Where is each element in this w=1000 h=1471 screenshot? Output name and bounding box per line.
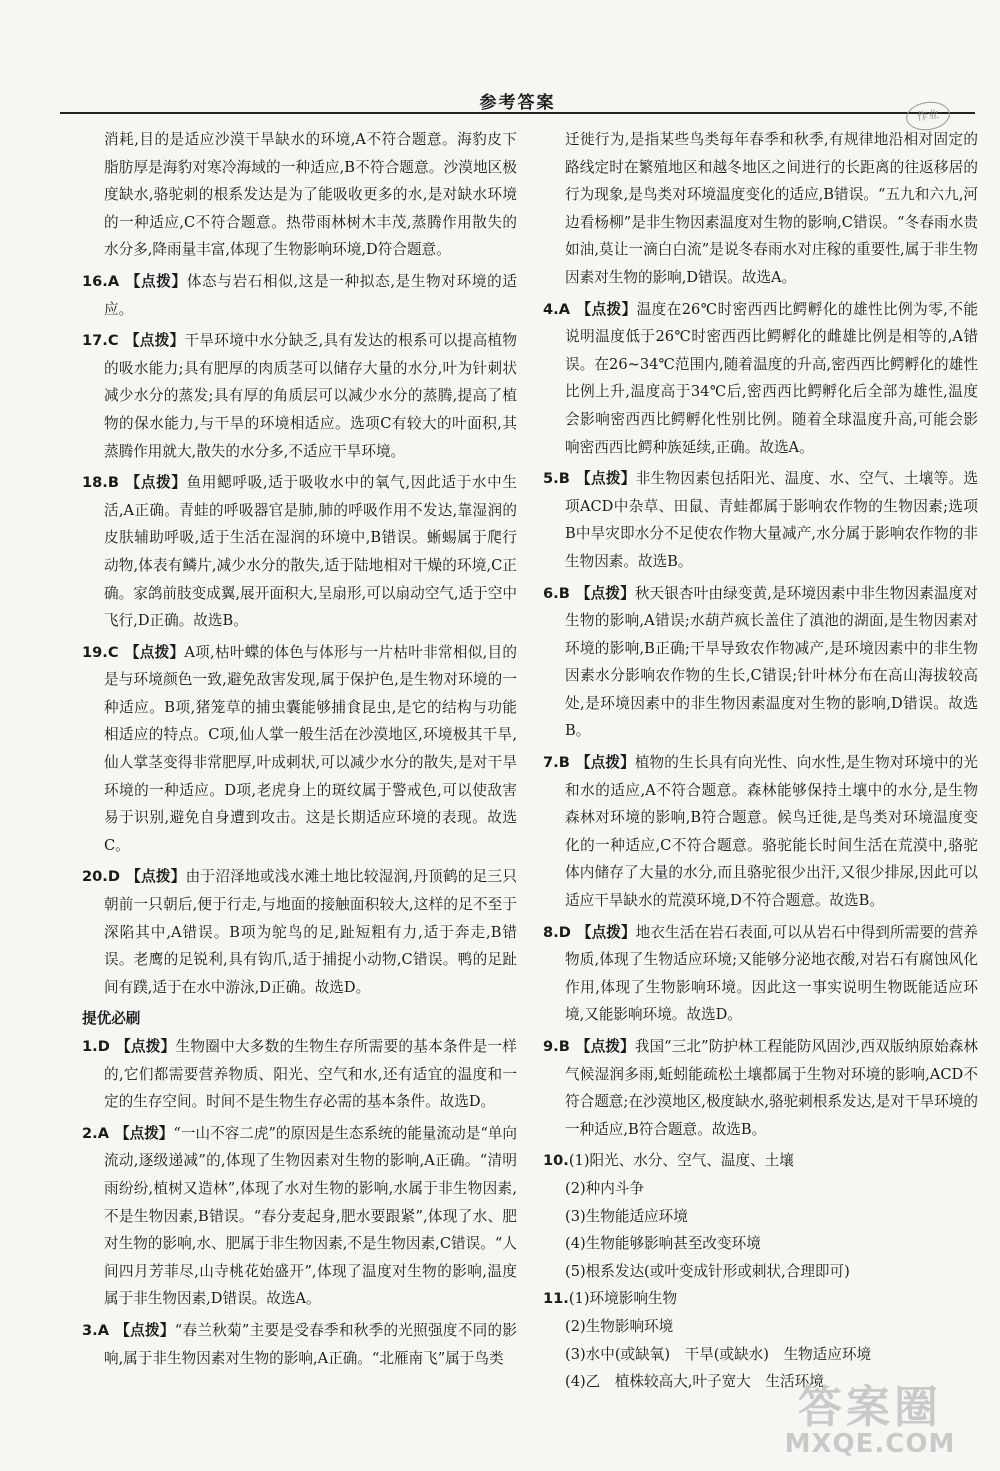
answer-item (82, 1120, 517, 1313)
answer-number: 6.B (543, 584, 570, 602)
answer-number: 11. (543, 1290, 569, 1308)
hint-tag: 【点拨】 (576, 923, 636, 941)
hint-tag: 【点拨】 (576, 300, 637, 318)
answer-number: 17.C (82, 332, 119, 350)
answer-item (543, 919, 978, 1029)
answer-item (543, 580, 978, 746)
answer-item (82, 1033, 517, 1116)
hint-tag: 【点拨】 (124, 332, 185, 350)
answer-text: 鱼用鳃呼吸,适于吸收水中的氧气,因此适于水中生活,A正确。青蛙的呼吸器官是肺,肺的呼吸作用不发达,靠湿润的皮肤辅助呼吸,适于生活在湿润的环境中,B错误。蜥蜴属于爬行动物,体表有鳞片,减少水分的散失,适于陆地相对干燥的环境,C正确。家鸽前肢变成翼,展开面积大,呈扇形,可以扇动空气,适于空中飞行,D正确。故选B。 (104, 474, 517, 630)
answer-line: (4)生物能够影响甚至改变环境 (565, 1235, 761, 1253)
answer-text: 干旱环境中水分缺乏,具有发达的根系可以提高植物的吸水能力;具有肥厚的肉质茎可以储存大量的水分,叶为针刺状减少水分的蒸发;具有厚的角质层可以减少水分的蒸腾,提高了植物的保水能力,与干旱的环境相适应。选项C有较大的叶面积,其蒸腾作用就大,散失的水分多,不适应干旱环境。 (104, 332, 517, 460)
answer-line: (1)阳光、水分、空气、温度、土壤 (568, 1152, 794, 1170)
answer-number: 4.A (543, 300, 570, 318)
answer-number: 5.B (543, 470, 570, 488)
watermark-url: MXQE.COM (784, 1429, 956, 1459)
answer-text: “一山不容二虎”的原因是生态系统的能量流动是“单向流动,逐级递减”的,体现了生物因素对生物的影响,A正确。“清明雨纷纷,植树又造林”,体现了水对生物的影响,水属于非生物因素,不是生物因素,B错误。“春分麦起身,肥水要跟紧”,体现了水、肥对生物的影响,水、肥属于非生物因素,不是生物因素,C错误。“人间四月芳菲尽,山寺桃花始盛开”,体现了温度对生物的影响,温度属于非生物因素,D错误。故选A。 (104, 1124, 517, 1308)
answer-list (82, 1033, 517, 1372)
answer-item (82, 469, 517, 635)
answer-10 (543, 1147, 978, 1285)
right-column (543, 126, 978, 1396)
answer-number: 16.A (82, 272, 120, 290)
hint-tag: 【点拨】 (125, 272, 187, 290)
answer-number: 18.B (82, 474, 119, 492)
answer-number: 3.A (82, 1321, 109, 1339)
continued-text: 消耗,目的是适应沙漠干旱缺水的环境,A不符合题意。海豹皮下脂肪厚是海豹对寒冷海域的一种适应,B不符合题意。沙漠地区极度缺水,骆驼刺的根系发达是为了能吸收更多的水,是对缺水环境的一种适应,C不符合题意。热带雨林树木丰茂,蒸腾作用散失的水分多,降雨量丰富,体现了生物影响环境,D符合题意。 (104, 131, 517, 259)
answer-text: 非生物因素包括阳光、温度、水、空气、土壤等。选项ACD中杂草、田鼠、青蛙都属于影响农作物的生物因素;选项B中旱灾即水分不足使农作物大量减产,水分属于影响农作物的非生物因素。故选B。 (565, 470, 978, 570)
answer-list (543, 296, 978, 1144)
hint-tag: 【点拨】 (575, 470, 636, 488)
answer-item (82, 1317, 517, 1372)
answer-number: 19.C (82, 643, 119, 661)
answer-text: 秋天银杏叶由绿变黄,是环境因素中非生物因素温度对生物的影响,A错误;水葫芦疯长盖住了滇池的湖面,是生物因素对环境的影响,B正确;干旱导致农作物减产,是环境因素中的非生物因素水分影响农作物的生长,C错误;针叶林分布在高山海拔较高处,是环境因素中的非生物因素温度对生物的影响,D错误。故选B。 (565, 584, 978, 740)
answer-line: (5)根系发达(或叶变成针形或刺状,合理即可) (565, 1262, 850, 1280)
hint-tag: 【点拨】 (124, 643, 185, 661)
answer-item (82, 268, 517, 323)
answer-item (543, 1033, 978, 1143)
hint-tag: 【点拨】 (575, 584, 635, 602)
answer-item (82, 863, 517, 1001)
answer-list (82, 268, 517, 1001)
answer-text: 体态与岩石相似,这是一种拟态,是生物对环境的适应。 (104, 272, 517, 318)
answer-text: “春兰秋菊”主要是受春季和秋季的光照强度不同的影响,属于非生物因素对生物的影响,A正确。“北雁南飞”属于鸟类 (104, 1321, 517, 1367)
answer-item (543, 296, 978, 462)
hint-tag: 【点拨】 (115, 1038, 176, 1055)
watermark-logo (770, 1371, 970, 1461)
answer-number: 1.D (82, 1038, 110, 1055)
answer-line: (2)种内斗争 (565, 1179, 645, 1197)
section-heading: 提优必刷 (82, 1010, 141, 1028)
answer-number: 10. (543, 1152, 569, 1170)
answer-text: 由于沼泽地或浅水滩土地比较湿润,丹顶鹤的足三只朝前一只朝后,便于行走,与地面的接触面积较大,这样的足不至于深陷其中,A错误。B项为鸵鸟的足,趾短粗有力,适于奔走,B错误。老鹰的足锐利,具有钩爪,适于捕捉小动物,C错误。鸭的足趾间有蹼,适于在水中游泳,D正确。故选D。 (104, 868, 517, 996)
continued-text: 迁徙行为,是指某些鸟类每年春季和秋季,有规律地沿相对固定的路线定时在繁殖地区和越冬地区之间进行的长距离的往返移居的行为现象,是鸟类对环境温度变化的适应,B错误。“五九和六九,河边看杨柳”是非生物因素温度对生物的影响,C错误。“冬春雨水贵如油,莫让一滴白白流”是说冬春雨水对庄稼的重要性,属于非生物因素对生物的影响,D错误。故选A。 (565, 131, 978, 286)
answer-line: (4)乙 植株较高大,叶子宽大 生活环境 (565, 1373, 824, 1391)
answer-line: (3)水中(或缺氧) 干旱(或缺水) 生物适应环境 (565, 1345, 872, 1363)
hint-tag: 【点拨】 (124, 474, 187, 492)
answer-line: (3)生物能适应环境 (565, 1207, 688, 1225)
homework-stamp: 作业 (904, 99, 951, 133)
answer-text: 植物的生长具有向光性、向水性,是生物对环境中的光和水的适应,A不符合题意。森林能够保持土壤中的水分,是生物森林对环境的影响,B符合题意。候鸟迁徙,是鸟类对环境温度变化的一种适应,C不符合题意。骆驼能长时间生活在荒漠中,骆驼体内储存了大量的水分,而且骆驼很少出汗,又很少排尿,因此可以适应干旱缺水的荒漠环境,D不符合题意。故选B。 (565, 754, 978, 910)
answer-item (543, 749, 978, 915)
answer-number: 9.B (543, 1038, 570, 1055)
answer-item (543, 465, 978, 575)
answer-text: 生物圈中大多数的生物生存所需要的基本条件是一样的,它们都需要营养物质、阳光、空气和水,还有适宜的温度和一定的生存空间。时间不是生物生存必需的基本条件。故选D。 (104, 1038, 517, 1111)
answer-line: (2)生物影响环境 (565, 1317, 674, 1335)
watermark-text: 答案圈 (798, 1382, 942, 1433)
answer-number: 2.A (82, 1124, 109, 1142)
answer-item (82, 327, 517, 465)
page-header (60, 80, 975, 114)
answer-number: 20.D (82, 868, 120, 886)
answer-text: 地衣生活在岩石表面,可以从岩石中得到所需要的营养物质,体现了生物适应环境;又能够分泌地衣酸,对岩石有腐蚀风化作用,体现了生物影响环境。因此这一事实说明生物既能适应环境,又能影响环境。故选D。 (565, 923, 978, 1024)
hint-tag: 【点拨】 (115, 1124, 174, 1142)
answer-item (82, 639, 517, 860)
answer-text: 温度在26℃时密西西比鳄孵化的雄性比例为零,不能说明温度低于26℃时密西西比鳄孵化的雌雄比例是相等的,A错误。在26~34℃范围内,随着温度的升高,密西西比鳄孵化的雄性比例上升,温度高于34℃后,密西西比鳄孵化后全部为雄性,温度会影响密西西比鳄孵化性别比例。随着全球温度升高,可能会影响密西西比鳄种族延续,正确。故选A。 (565, 300, 978, 456)
hint-tag: 【点拨】 (115, 1321, 175, 1339)
answer-number: 8.D (543, 923, 571, 941)
answer-text: 我国“三北”防护林工程能防风固沙,西双版纳原始森林气候湿润多雨,蚯蚓能疏松土壤都属于生物对环境的影响,ACD不符合题意;在沙漠地区,极度缺水,骆驼刺根系发达,是对干旱环境的一种适应,B符合题意。故选B。 (565, 1038, 978, 1138)
hint-tag: 【点拨】 (575, 1038, 635, 1055)
page-title: 参考答案 (479, 93, 556, 113)
answer-number: 7.B (543, 754, 570, 772)
hint-tag: 【点拨】 (575, 754, 635, 772)
hint-tag: 【点拨】 (125, 868, 186, 886)
left-column (82, 126, 517, 1376)
answer-text: A项,枯叶蝶的体色与体形与一片枯叶非常相似,目的是与环境颜色一致,避免敌害发现,属于保护色,是生物对环境的一种适应。B项,猪笼草的捕虫囊能够捕食昆虫,是它的结构与功能相适应的特点。C项,仙人掌一般生活在沙漠地区,环境极其干旱,仙人掌茎变得非常肥厚,叶成刺状,可以减少水分的散失,是对干旱环境的一种适应。D项,老虎身上的斑纹属于警戒色,可以使敌害易于识别,避免自身遭到攻击。这是长期适应环境的表现。故选C。 (104, 643, 517, 854)
answer-line: (1)环境影响生物 (568, 1290, 678, 1308)
